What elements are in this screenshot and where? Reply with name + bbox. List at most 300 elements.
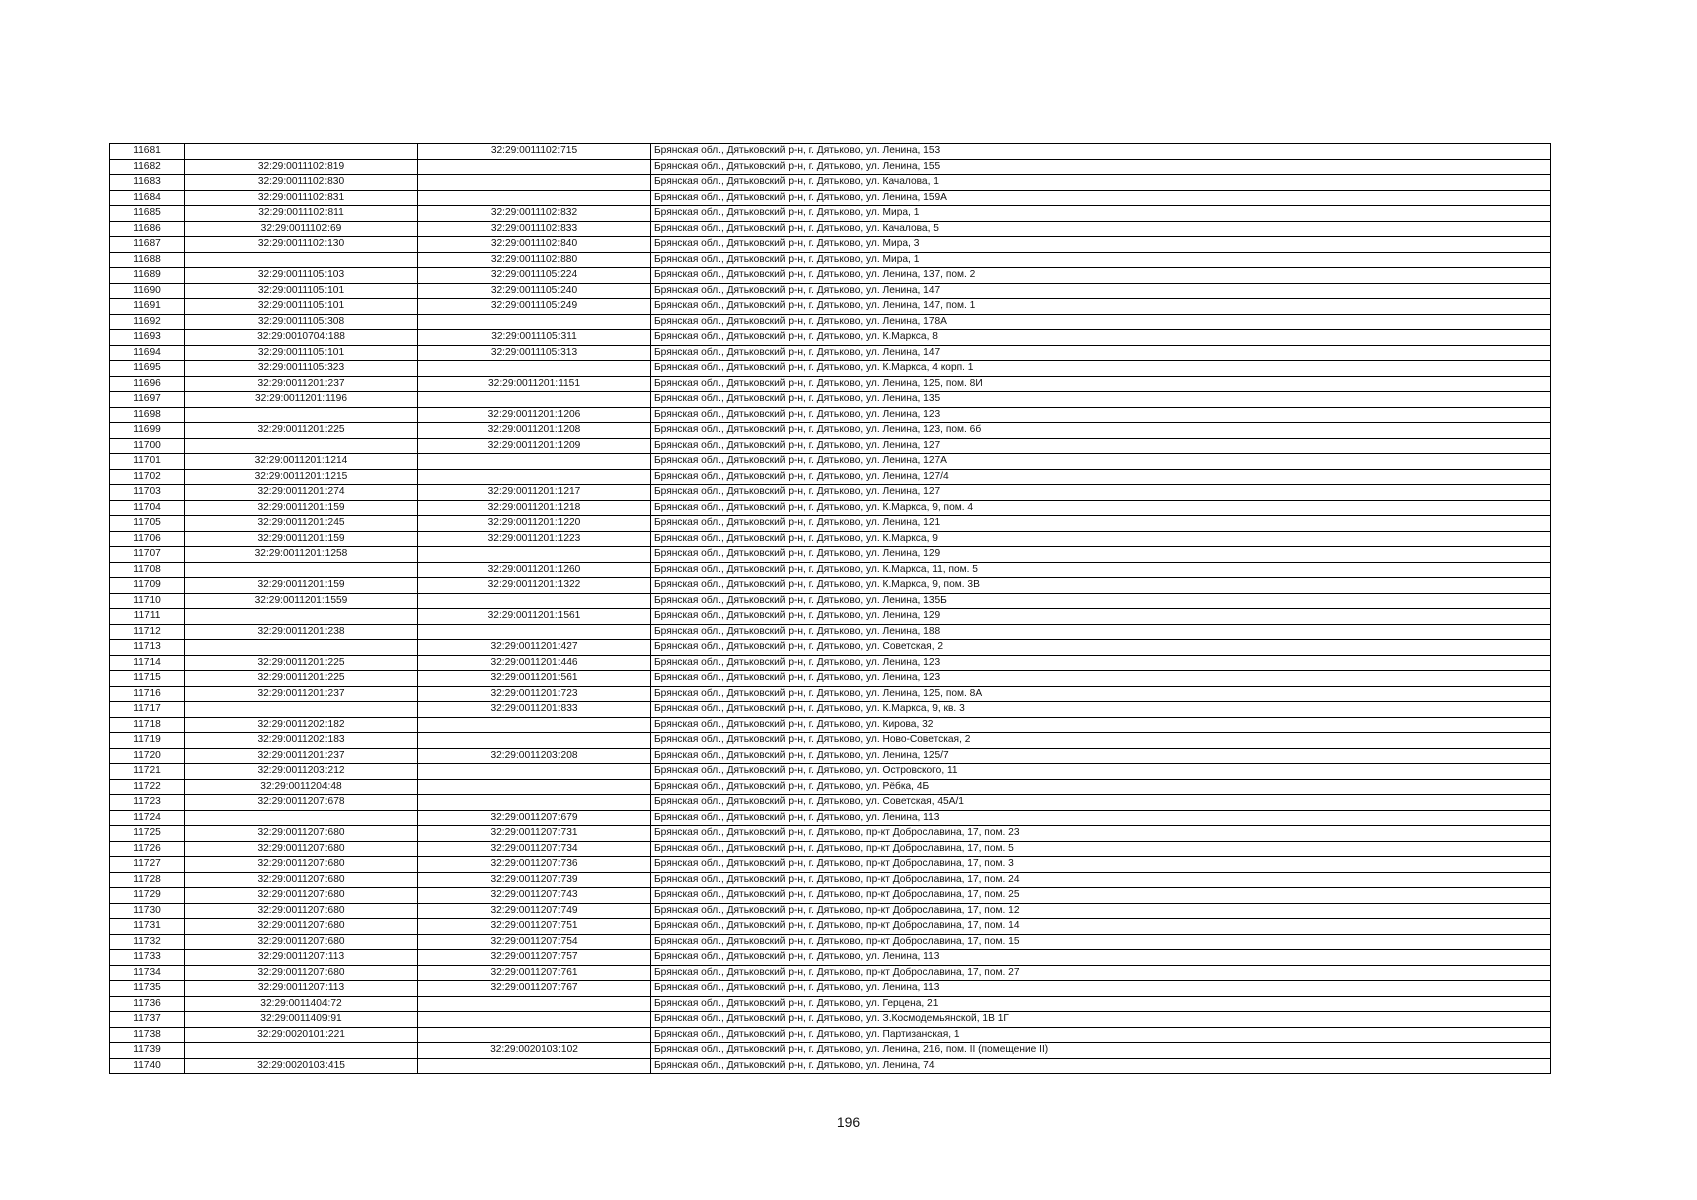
address-cell: Брянская обл., Дятьковский р-н, г. Дятьково, ул. Ленина, 125/7 — [651, 748, 1551, 764]
cadastral-number-cell: 32:29:0011201:1196 — [185, 392, 418, 408]
address-cell: Брянская обл., Дятьковский р-н, г. Дятьково, ул. Ленина, 127 — [651, 485, 1551, 501]
cadastral-number-cell: 32:29:0011102:831 — [185, 190, 418, 206]
table-row — [110, 965, 1551, 981]
cadastral-number-cell: 32:29:0011105:323 — [185, 361, 418, 377]
address-cell: Брянская обл., Дятьковский р-н, г. Дятьково, ул. Ленина, 188 — [651, 624, 1551, 640]
cadastral-number-cell: 32:29:0011203:212 — [185, 764, 418, 780]
address-cell: Брянская обл., Дятьковский р-н, г. Дятьково, ул. Кирова, 32 — [651, 717, 1551, 733]
address-cell: Брянская обл., Дятьковский р-н, г. Дятьково, ул. Ленина, 155 — [651, 159, 1551, 175]
object-cadastral-number-cell: 32:29:0011102:715 — [418, 144, 651, 160]
cadastral-number-cell: 32:29:0011202:183 — [185, 733, 418, 749]
row-number-cell: 11695 — [110, 361, 185, 377]
table-row — [110, 841, 1551, 857]
table-row — [110, 454, 1551, 470]
object-cadastral-number-cell: 32:29:0011102:840 — [418, 237, 651, 253]
cadastral-number-cell: 32:29:0011409:91 — [185, 1012, 418, 1028]
address-cell: Брянская обл., Дятьковский р-н, г. Дятьково, ул. Ленина, 121 — [651, 516, 1551, 532]
cadastral-number-cell — [185, 144, 418, 160]
table-row — [110, 934, 1551, 950]
row-number-cell: 11729 — [110, 888, 185, 904]
row-number-cell: 11690 — [110, 283, 185, 299]
table-row — [110, 237, 1551, 253]
row-number-cell: 11700 — [110, 438, 185, 454]
cadastral-number-cell: 32:29:0011201:159 — [185, 531, 418, 547]
address-cell: Брянская обл., Дятьковский р-н, г. Дятьково, ул. Советская, 2 — [651, 640, 1551, 656]
table-row — [110, 299, 1551, 315]
row-number-cell: 11694 — [110, 345, 185, 361]
address-cell: Брянская обл., Дятьковский р-н, г. Дятьково, ул. Ленина, 123, пом. 6б — [651, 423, 1551, 439]
row-number-cell: 11721 — [110, 764, 185, 780]
object-cadastral-number-cell: 32:29:0011102:832 — [418, 206, 651, 222]
address-cell: Брянская обл., Дятьковский р-н, г. Дятьково, ул. Ленина, 74 — [651, 1058, 1551, 1074]
row-number-cell: 11701 — [110, 454, 185, 470]
cadastral-number-cell: 32:29:0011207:680 — [185, 934, 418, 950]
table-row — [110, 764, 1551, 780]
address-cell: Брянская обл., Дятьковский р-н, г. Дятьково, ул. Ленина, 113 — [651, 981, 1551, 997]
object-cadastral-number-cell: 32:29:0011207:736 — [418, 857, 651, 873]
cadastral-number-cell — [185, 407, 418, 423]
table-row — [110, 717, 1551, 733]
object-cadastral-number-cell — [418, 314, 651, 330]
cadastral-number-cell: 32:29:0011207:680 — [185, 888, 418, 904]
table-row — [110, 810, 1551, 826]
object-cadastral-number-cell: 32:29:0011203:208 — [418, 748, 651, 764]
address-cell: Брянская обл., Дятьковский р-н, г. Дятьково, ул. Рёбка, 4Б — [651, 779, 1551, 795]
address-cell: Брянская обл., Дятьковский р-н, г. Дятьково, пр-кт Доброславина, 17, пом. 12 — [651, 903, 1551, 919]
row-number-cell: 11724 — [110, 810, 185, 826]
table-row — [110, 640, 1551, 656]
table-row — [110, 407, 1551, 423]
address-cell: Брянская обл., Дятьковский р-н, г. Дятьково, ул. Ленина, 123 — [651, 407, 1551, 423]
address-cell: Брянская обл., Дятьковский р-н, г. Дятьково, ул. Качалова, 5 — [651, 221, 1551, 237]
table-row — [110, 888, 1551, 904]
table-row — [110, 671, 1551, 687]
address-cell: Брянская обл., Дятьковский р-н, г. Дятьково, ул. К.Маркса, 8 — [651, 330, 1551, 346]
address-cell: Брянская обл., Дятьковский р-н, г. Дятьково, пр-кт Доброславина, 17, пом. 24 — [651, 872, 1551, 888]
table-row — [110, 826, 1551, 842]
row-number-cell: 11688 — [110, 252, 185, 268]
address-cell: Брянская обл., Дятьковский р-н, г. Дятьково, ул. Ленина, 147 — [651, 345, 1551, 361]
address-cell: Брянская обл., Дятьковский р-н, г. Дятьково, пр-кт Доброславина, 17, пом. 3 — [651, 857, 1551, 873]
row-number-cell: 11696 — [110, 376, 185, 392]
table-row — [110, 469, 1551, 485]
object-cadastral-number-cell: 32:29:0011105:249 — [418, 299, 651, 315]
table-row — [110, 252, 1551, 268]
cadastral-number-cell: 32:29:0011105:308 — [185, 314, 418, 330]
row-number-cell: 11736 — [110, 996, 185, 1012]
object-cadastral-number-cell — [418, 996, 651, 1012]
table-row — [110, 376, 1551, 392]
cadastral-number-cell: 32:29:0011201:225 — [185, 423, 418, 439]
row-number-cell: 11718 — [110, 717, 185, 733]
object-cadastral-number-cell — [418, 764, 651, 780]
object-cadastral-number-cell — [418, 733, 651, 749]
row-number-cell: 11699 — [110, 423, 185, 439]
object-cadastral-number-cell: 32:29:0011207:751 — [418, 919, 651, 935]
cadastral-number-cell: 32:29:0011207:680 — [185, 872, 418, 888]
object-cadastral-number-cell: 32:29:0011201:1218 — [418, 500, 651, 516]
cadastral-number-cell: 32:29:0011404:72 — [185, 996, 418, 1012]
table-row — [110, 578, 1551, 594]
cadastral-number-cell: 32:29:0011201:237 — [185, 748, 418, 764]
address-cell: Брянская обл., Дятьковский р-н, г. Дятьково, ул. Мира, 3 — [651, 237, 1551, 253]
table-row — [110, 190, 1551, 206]
row-number-cell: 11717 — [110, 702, 185, 718]
table-row — [110, 531, 1551, 547]
object-cadastral-number-cell: 32:29:0011207:734 — [418, 841, 651, 857]
table-row — [110, 733, 1551, 749]
object-cadastral-number-cell: 32:29:0011207:739 — [418, 872, 651, 888]
object-cadastral-number-cell: 32:29:0011201:723 — [418, 686, 651, 702]
address-cell: Брянская обл., Дятьковский р-н, г. Дятьково, ул. Мира, 1 — [651, 206, 1551, 222]
cadastral-number-cell: 32:29:0011201:1559 — [185, 593, 418, 609]
table-row — [110, 1043, 1551, 1059]
table-row — [110, 919, 1551, 935]
object-cadastral-number-cell: 32:29:0011201:1260 — [418, 562, 651, 578]
address-cell: Брянская обл., Дятьковский р-н, г. Дятьково, ул. Ленина, 127/4 — [651, 469, 1551, 485]
table-row — [110, 655, 1551, 671]
object-cadastral-number-cell: 32:29:0011207:743 — [418, 888, 651, 904]
row-number-cell: 11722 — [110, 779, 185, 795]
object-cadastral-number-cell — [418, 779, 651, 795]
address-cell: Брянская обл., Дятьковский р-н, г. Дятьково, ул. Ленина, 113 — [651, 810, 1551, 826]
row-number-cell: 11732 — [110, 934, 185, 950]
address-cell: Брянская обл., Дятьковский р-н, г. Дятьково, ул. Ленина, 125, пом. 8А — [651, 686, 1551, 702]
address-cell: Брянская обл., Дятьковский р-н, г. Дятьково, ул. З.Космодемьянской, 1В 1Г — [651, 1012, 1551, 1028]
object-cadastral-number-cell: 32:29:0011201:833 — [418, 702, 651, 718]
table-row — [110, 903, 1551, 919]
object-cadastral-number-cell: 32:29:0011207:679 — [418, 810, 651, 826]
row-number-cell: 11723 — [110, 795, 185, 811]
cadastral-number-cell: 32:29:0011102:819 — [185, 159, 418, 175]
address-cell: Брянская обл., Дятьковский р-н, г. Дятьково, ул. Ленина, 135 — [651, 392, 1551, 408]
object-cadastral-number-cell — [418, 624, 651, 640]
row-number-cell: 11733 — [110, 950, 185, 966]
cadastral-number-cell — [185, 810, 418, 826]
address-cell: Брянская обл., Дятьковский р-н, г. Дятьково, ул. Ленина, 125, пом. 8И — [651, 376, 1551, 392]
cadastral-number-cell: 32:29:0011201:159 — [185, 500, 418, 516]
row-number-cell: 11710 — [110, 593, 185, 609]
object-cadastral-number-cell: 32:29:0011207:767 — [418, 981, 651, 997]
cadastral-number-cell: 32:29:0011201:238 — [185, 624, 418, 640]
address-cell: Брянская обл., Дятьковский р-н, г. Дятьково, ул. Ленина, 147, пом. 1 — [651, 299, 1551, 315]
cadastral-number-cell — [185, 252, 418, 268]
address-cell: Брянская обл., Дятьковский р-н, г. Дятьково, ул. Мира, 1 — [651, 252, 1551, 268]
address-cell: Брянская обл., Дятьковский р-н, г. Дятьково, ул. Ленина, 127 — [651, 438, 1551, 454]
address-cell: Брянская обл., Дятьковский р-н, г. Дятьково, ул. Ленина, 129 — [651, 609, 1551, 625]
row-number-cell: 11683 — [110, 175, 185, 191]
cadastral-number-cell: 32:29:0011202:182 — [185, 717, 418, 733]
address-cell: Брянская обл., Дятьковский р-н, г. Дятьково, ул. Ленина, 129 — [651, 547, 1551, 563]
address-cell: Брянская обл., Дятьковский р-н, г. Дятьково, ул. Ленина, 153 — [651, 144, 1551, 160]
object-cadastral-number-cell: 32:29:0011105:313 — [418, 345, 651, 361]
cadastral-number-cell: 32:29:0011201:225 — [185, 671, 418, 687]
object-cadastral-number-cell: 32:29:0011105:240 — [418, 283, 651, 299]
object-cadastral-number-cell: 32:29:0011201:1217 — [418, 485, 651, 501]
row-number-cell: 11711 — [110, 609, 185, 625]
row-number-cell: 11713 — [110, 640, 185, 656]
row-number-cell: 11692 — [110, 314, 185, 330]
row-number-cell: 11708 — [110, 562, 185, 578]
cadastral-number-cell: 32:29:0011201:237 — [185, 686, 418, 702]
address-cell: Брянская обл., Дятьковский р-н, г. Дятьково, ул. Ленина, 216, пом. II (помещение II) — [651, 1043, 1551, 1059]
table-row — [110, 748, 1551, 764]
address-cell: Брянская обл., Дятьковский р-н, г. Дятьково, ул. Ленина, 137, пом. 2 — [651, 268, 1551, 284]
row-number-cell: 11684 — [110, 190, 185, 206]
cadastral-number-cell: 32:29:0011207:678 — [185, 795, 418, 811]
cadastral-number-cell: 32:29:0011102:130 — [185, 237, 418, 253]
address-cell: Брянская обл., Дятьковский р-н, г. Дятьково, ул. Ленина, 127А — [651, 454, 1551, 470]
object-cadastral-number-cell: 32:29:0011201:1208 — [418, 423, 651, 439]
table-row — [110, 516, 1551, 532]
cadastral-number-cell: 32:29:0011201:159 — [185, 578, 418, 594]
table-row — [110, 547, 1551, 563]
object-cadastral-number-cell: 32:29:0011207:749 — [418, 903, 651, 919]
table-row — [110, 593, 1551, 609]
row-number-cell: 11712 — [110, 624, 185, 640]
row-number-cell: 11719 — [110, 733, 185, 749]
cadastral-number-cell: 32:29:0011102:830 — [185, 175, 418, 191]
table-row — [110, 144, 1551, 160]
table-row — [110, 702, 1551, 718]
object-cadastral-number-cell — [418, 159, 651, 175]
row-number-cell: 11738 — [110, 1027, 185, 1043]
row-number-cell: 11728 — [110, 872, 185, 888]
cadastral-number-cell: 32:29:0011207:680 — [185, 965, 418, 981]
cadastral-number-cell: 32:29:0011201:237 — [185, 376, 418, 392]
cadastral-number-cell — [185, 609, 418, 625]
object-cadastral-number-cell — [418, 175, 651, 191]
row-number-cell: 11707 — [110, 547, 185, 563]
table-row — [110, 857, 1551, 873]
row-number-cell: 11687 — [110, 237, 185, 253]
row-number-cell: 11689 — [110, 268, 185, 284]
cadastral-number-cell: 32:29:0011207:113 — [185, 950, 418, 966]
table-row — [110, 268, 1551, 284]
address-cell: Брянская обл., Дятьковский р-н, г. Дятьково, ул. Ленина, 147 — [651, 283, 1551, 299]
row-number-cell: 11709 — [110, 578, 185, 594]
cadastral-number-cell — [185, 562, 418, 578]
address-cell: Брянская обл., Дятьковский р-н, г. Дятьково, ул. К.Маркса, 9, пом. 4 — [651, 500, 1551, 516]
cadastral-number-cell: 32:29:0011102:811 — [185, 206, 418, 222]
row-number-cell: 11720 — [110, 748, 185, 764]
table-row — [110, 981, 1551, 997]
object-cadastral-number-cell: 32:29:0011102:880 — [418, 252, 651, 268]
object-cadastral-number-cell — [418, 361, 651, 377]
cadastral-number-cell: 32:29:0011207:680 — [185, 903, 418, 919]
row-number-cell: 11715 — [110, 671, 185, 687]
address-cell: Брянская обл., Дятьковский р-н, г. Дятьково, ул. К.Маркса, 4 корп. 1 — [651, 361, 1551, 377]
row-number-cell: 11714 — [110, 655, 185, 671]
object-cadastral-number-cell: 32:29:0011201:561 — [418, 671, 651, 687]
row-number-cell: 11705 — [110, 516, 185, 532]
object-cadastral-number-cell: 32:29:0011201:1151 — [418, 376, 651, 392]
cadastral-number-cell: 32:29:0010704:188 — [185, 330, 418, 346]
table-row — [110, 950, 1551, 966]
table-row — [110, 175, 1551, 191]
row-number-cell: 11686 — [110, 221, 185, 237]
cadastral-number-cell: 32:29:0011204:48 — [185, 779, 418, 795]
address-cell: Брянская обл., Дятьковский р-н, г. Дятьково, ул. Ленина, 135Б — [651, 593, 1551, 609]
table-row — [110, 562, 1551, 578]
address-cell: Брянская обл., Дятьковский р-н, г. Дятьково, ул. К.Маркса, 9, кв. 3 — [651, 702, 1551, 718]
table-row — [110, 1058, 1551, 1074]
object-cadastral-number-cell: 32:29:0011105:224 — [418, 268, 651, 284]
table-row — [110, 686, 1551, 702]
table-row — [110, 1027, 1551, 1043]
row-number-cell: 11703 — [110, 485, 185, 501]
row-number-cell: 11681 — [110, 144, 185, 160]
cadastral-number-cell: 32:29:0011105:101 — [185, 283, 418, 299]
object-cadastral-number-cell — [418, 717, 651, 733]
row-number-cell: 11697 — [110, 392, 185, 408]
registry-table — [109, 143, 1551, 1074]
cadastral-number-cell: 32:29:0011201:1258 — [185, 547, 418, 563]
table-row — [110, 221, 1551, 237]
cadastral-number-cell: 32:29:0011207:113 — [185, 981, 418, 997]
address-cell: Брянская обл., Дятьковский р-н, г. Дятьково, ул. Ленина, 159А — [651, 190, 1551, 206]
object-cadastral-number-cell — [418, 1058, 651, 1074]
table-row — [110, 1012, 1551, 1028]
address-cell: Брянская обл., Дятьковский р-н, г. Дятьково, ул. Качалова, 1 — [651, 175, 1551, 191]
cadastral-number-cell: 32:29:0011207:680 — [185, 857, 418, 873]
object-cadastral-number-cell: 32:29:0011201:1322 — [418, 578, 651, 594]
cadastral-number-cell: 32:29:0011105:101 — [185, 299, 418, 315]
table-row — [110, 609, 1551, 625]
table-row — [110, 500, 1551, 516]
cadastral-number-cell: 32:29:0011201:1214 — [185, 454, 418, 470]
address-cell: Брянская обл., Дятьковский р-н, г. Дятьково, ул. К.Маркса, 11, пом. 5 — [651, 562, 1551, 578]
object-cadastral-number-cell — [418, 454, 651, 470]
address-cell: Брянская обл., Дятьковский р-н, г. Дятьково, ул. Ленина, 178А — [651, 314, 1551, 330]
cadastral-number-cell: 32:29:0011105:103 — [185, 268, 418, 284]
object-cadastral-number-cell: 32:29:0011201:1206 — [418, 407, 651, 423]
address-cell: Брянская обл., Дятьковский р-н, г. Дятьково, пр-кт Доброславина, 17, пом. 27 — [651, 965, 1551, 981]
address-cell: Брянская обл., Дятьковский р-н, г. Дятьково, ул. К.Маркса, 9 — [651, 531, 1551, 547]
object-cadastral-number-cell: 32:29:0020103:102 — [418, 1043, 651, 1059]
object-cadastral-number-cell: 32:29:0011105:311 — [418, 330, 651, 346]
address-cell: Брянская обл., Дятьковский р-н, г. Дятьково, пр-кт Доброславина, 17, пом. 25 — [651, 888, 1551, 904]
table-row — [110, 283, 1551, 299]
cadastral-number-cell: 32:29:0011201:274 — [185, 485, 418, 501]
address-cell: Брянская обл., Дятьковский р-н, г. Дятьково, ул. Ленина, 123 — [651, 671, 1551, 687]
table-row — [110, 314, 1551, 330]
object-cadastral-number-cell — [418, 1027, 651, 1043]
address-cell: Брянская обл., Дятьковский р-н, г. Дятьково, пр-кт Доброславина, 17, пом. 15 — [651, 934, 1551, 950]
address-cell: Брянская обл., Дятьковский р-н, г. Дятьково, ул. Советская, 45А/1 — [651, 795, 1551, 811]
table-row — [110, 438, 1551, 454]
table-row — [110, 795, 1551, 811]
address-cell: Брянская обл., Дятьковский р-н, г. Дятьково, ул. Ново-Советская, 2 — [651, 733, 1551, 749]
object-cadastral-number-cell — [418, 593, 651, 609]
object-cadastral-number-cell: 32:29:0011201:427 — [418, 640, 651, 656]
object-cadastral-number-cell — [418, 1012, 651, 1028]
cadastral-number-cell: 32:29:0011201:1215 — [185, 469, 418, 485]
cadastral-number-cell: 32:29:0011201:225 — [185, 655, 418, 671]
cadastral-number-cell: 32:29:0020103:415 — [185, 1058, 418, 1074]
table-row — [110, 485, 1551, 501]
object-cadastral-number-cell: 32:29:0011102:833 — [418, 221, 651, 237]
address-cell: Брянская обл., Дятьковский р-н, г. Дятьково, ул. Герцена, 21 — [651, 996, 1551, 1012]
object-cadastral-number-cell — [418, 547, 651, 563]
table-row — [110, 330, 1551, 346]
object-cadastral-number-cell: 32:29:0011201:1223 — [418, 531, 651, 547]
address-cell: Брянская обл., Дятьковский р-н, г. Дятьково, ул. К.Маркса, 9, пом. 3В — [651, 578, 1551, 594]
address-cell: Брянская обл., Дятьковский р-н, г. Дятьково, ул. Партизанская, 1 — [651, 1027, 1551, 1043]
row-number-cell: 11731 — [110, 919, 185, 935]
object-cadastral-number-cell: 32:29:0011207:731 — [418, 826, 651, 842]
cadastral-number-cell — [185, 438, 418, 454]
object-cadastral-number-cell — [418, 190, 651, 206]
cadastral-number-cell: 32:29:0011201:245 — [185, 516, 418, 532]
object-cadastral-number-cell: 32:29:0011201:446 — [418, 655, 651, 671]
address-cell: Брянская обл., Дятьковский р-н, г. Дятьково, ул. Островского, 11 — [651, 764, 1551, 780]
cadastral-number-cell: 32:29:0011207:680 — [185, 841, 418, 857]
row-number-cell: 11740 — [110, 1058, 185, 1074]
row-number-cell: 11704 — [110, 500, 185, 516]
table-row — [110, 996, 1551, 1012]
object-cadastral-number-cell: 32:29:0011207:754 — [418, 934, 651, 950]
row-number-cell: 11682 — [110, 159, 185, 175]
object-cadastral-number-cell — [418, 469, 651, 485]
row-number-cell: 11693 — [110, 330, 185, 346]
address-cell: Брянская обл., Дятьковский р-н, г. Дятьково, пр-кт Доброславина, 17, пом. 23 — [651, 826, 1551, 842]
registry-table-body — [110, 144, 1551, 1074]
table-row — [110, 361, 1551, 377]
row-number-cell: 11685 — [110, 206, 185, 222]
row-number-cell: 11734 — [110, 965, 185, 981]
object-cadastral-number-cell — [418, 795, 651, 811]
row-number-cell: 11726 — [110, 841, 185, 857]
table-row — [110, 159, 1551, 175]
row-number-cell: 11698 — [110, 407, 185, 423]
table-row — [110, 345, 1551, 361]
row-number-cell: 11716 — [110, 686, 185, 702]
table-row — [110, 872, 1551, 888]
cadastral-number-cell: 32:29:0011207:680 — [185, 826, 418, 842]
object-cadastral-number-cell: 32:29:0011201:1220 — [418, 516, 651, 532]
table-row — [110, 624, 1551, 640]
cadastral-number-cell: 32:29:0011105:101 — [185, 345, 418, 361]
object-cadastral-number-cell: 32:29:0011201:1561 — [418, 609, 651, 625]
page-number: 196 — [836, 1114, 861, 1130]
table-row — [110, 423, 1551, 439]
row-number-cell: 11725 — [110, 826, 185, 842]
table-row — [110, 779, 1551, 795]
address-cell: Брянская обл., Дятьковский р-н, г. Дятьково, пр-кт Доброславина, 17, пом. 14 — [651, 919, 1551, 935]
row-number-cell: 11727 — [110, 857, 185, 873]
row-number-cell: 11702 — [110, 469, 185, 485]
row-number-cell: 11691 — [110, 299, 185, 315]
object-cadastral-number-cell: 32:29:0011207:761 — [418, 965, 651, 981]
cadastral-number-cell — [185, 1043, 418, 1059]
cadastral-number-cell — [185, 702, 418, 718]
address-cell: Брянская обл., Дятьковский р-н, г. Дятьково, ул. Ленина, 123 — [651, 655, 1551, 671]
table-row — [110, 206, 1551, 222]
row-number-cell: 11737 — [110, 1012, 185, 1028]
address-cell: Брянская обл., Дятьковский р-н, г. Дятьково, пр-кт Доброславина, 17, пом. 5 — [651, 841, 1551, 857]
object-cadastral-number-cell — [418, 392, 651, 408]
cadastral-number-cell — [185, 640, 418, 656]
object-cadastral-number-cell: 32:29:0011207:757 — [418, 950, 651, 966]
row-number-cell: 11706 — [110, 531, 185, 547]
address-cell: Брянская обл., Дятьковский р-н, г. Дятьково, ул. Ленина, 113 — [651, 950, 1551, 966]
cadastral-number-cell: 32:29:0020101:221 — [185, 1027, 418, 1043]
object-cadastral-number-cell: 32:29:0011201:1209 — [418, 438, 651, 454]
cadastral-number-cell: 32:29:0011102:69 — [185, 221, 418, 237]
cadastral-number-cell: 32:29:0011207:680 — [185, 919, 418, 935]
row-number-cell: 11730 — [110, 903, 185, 919]
